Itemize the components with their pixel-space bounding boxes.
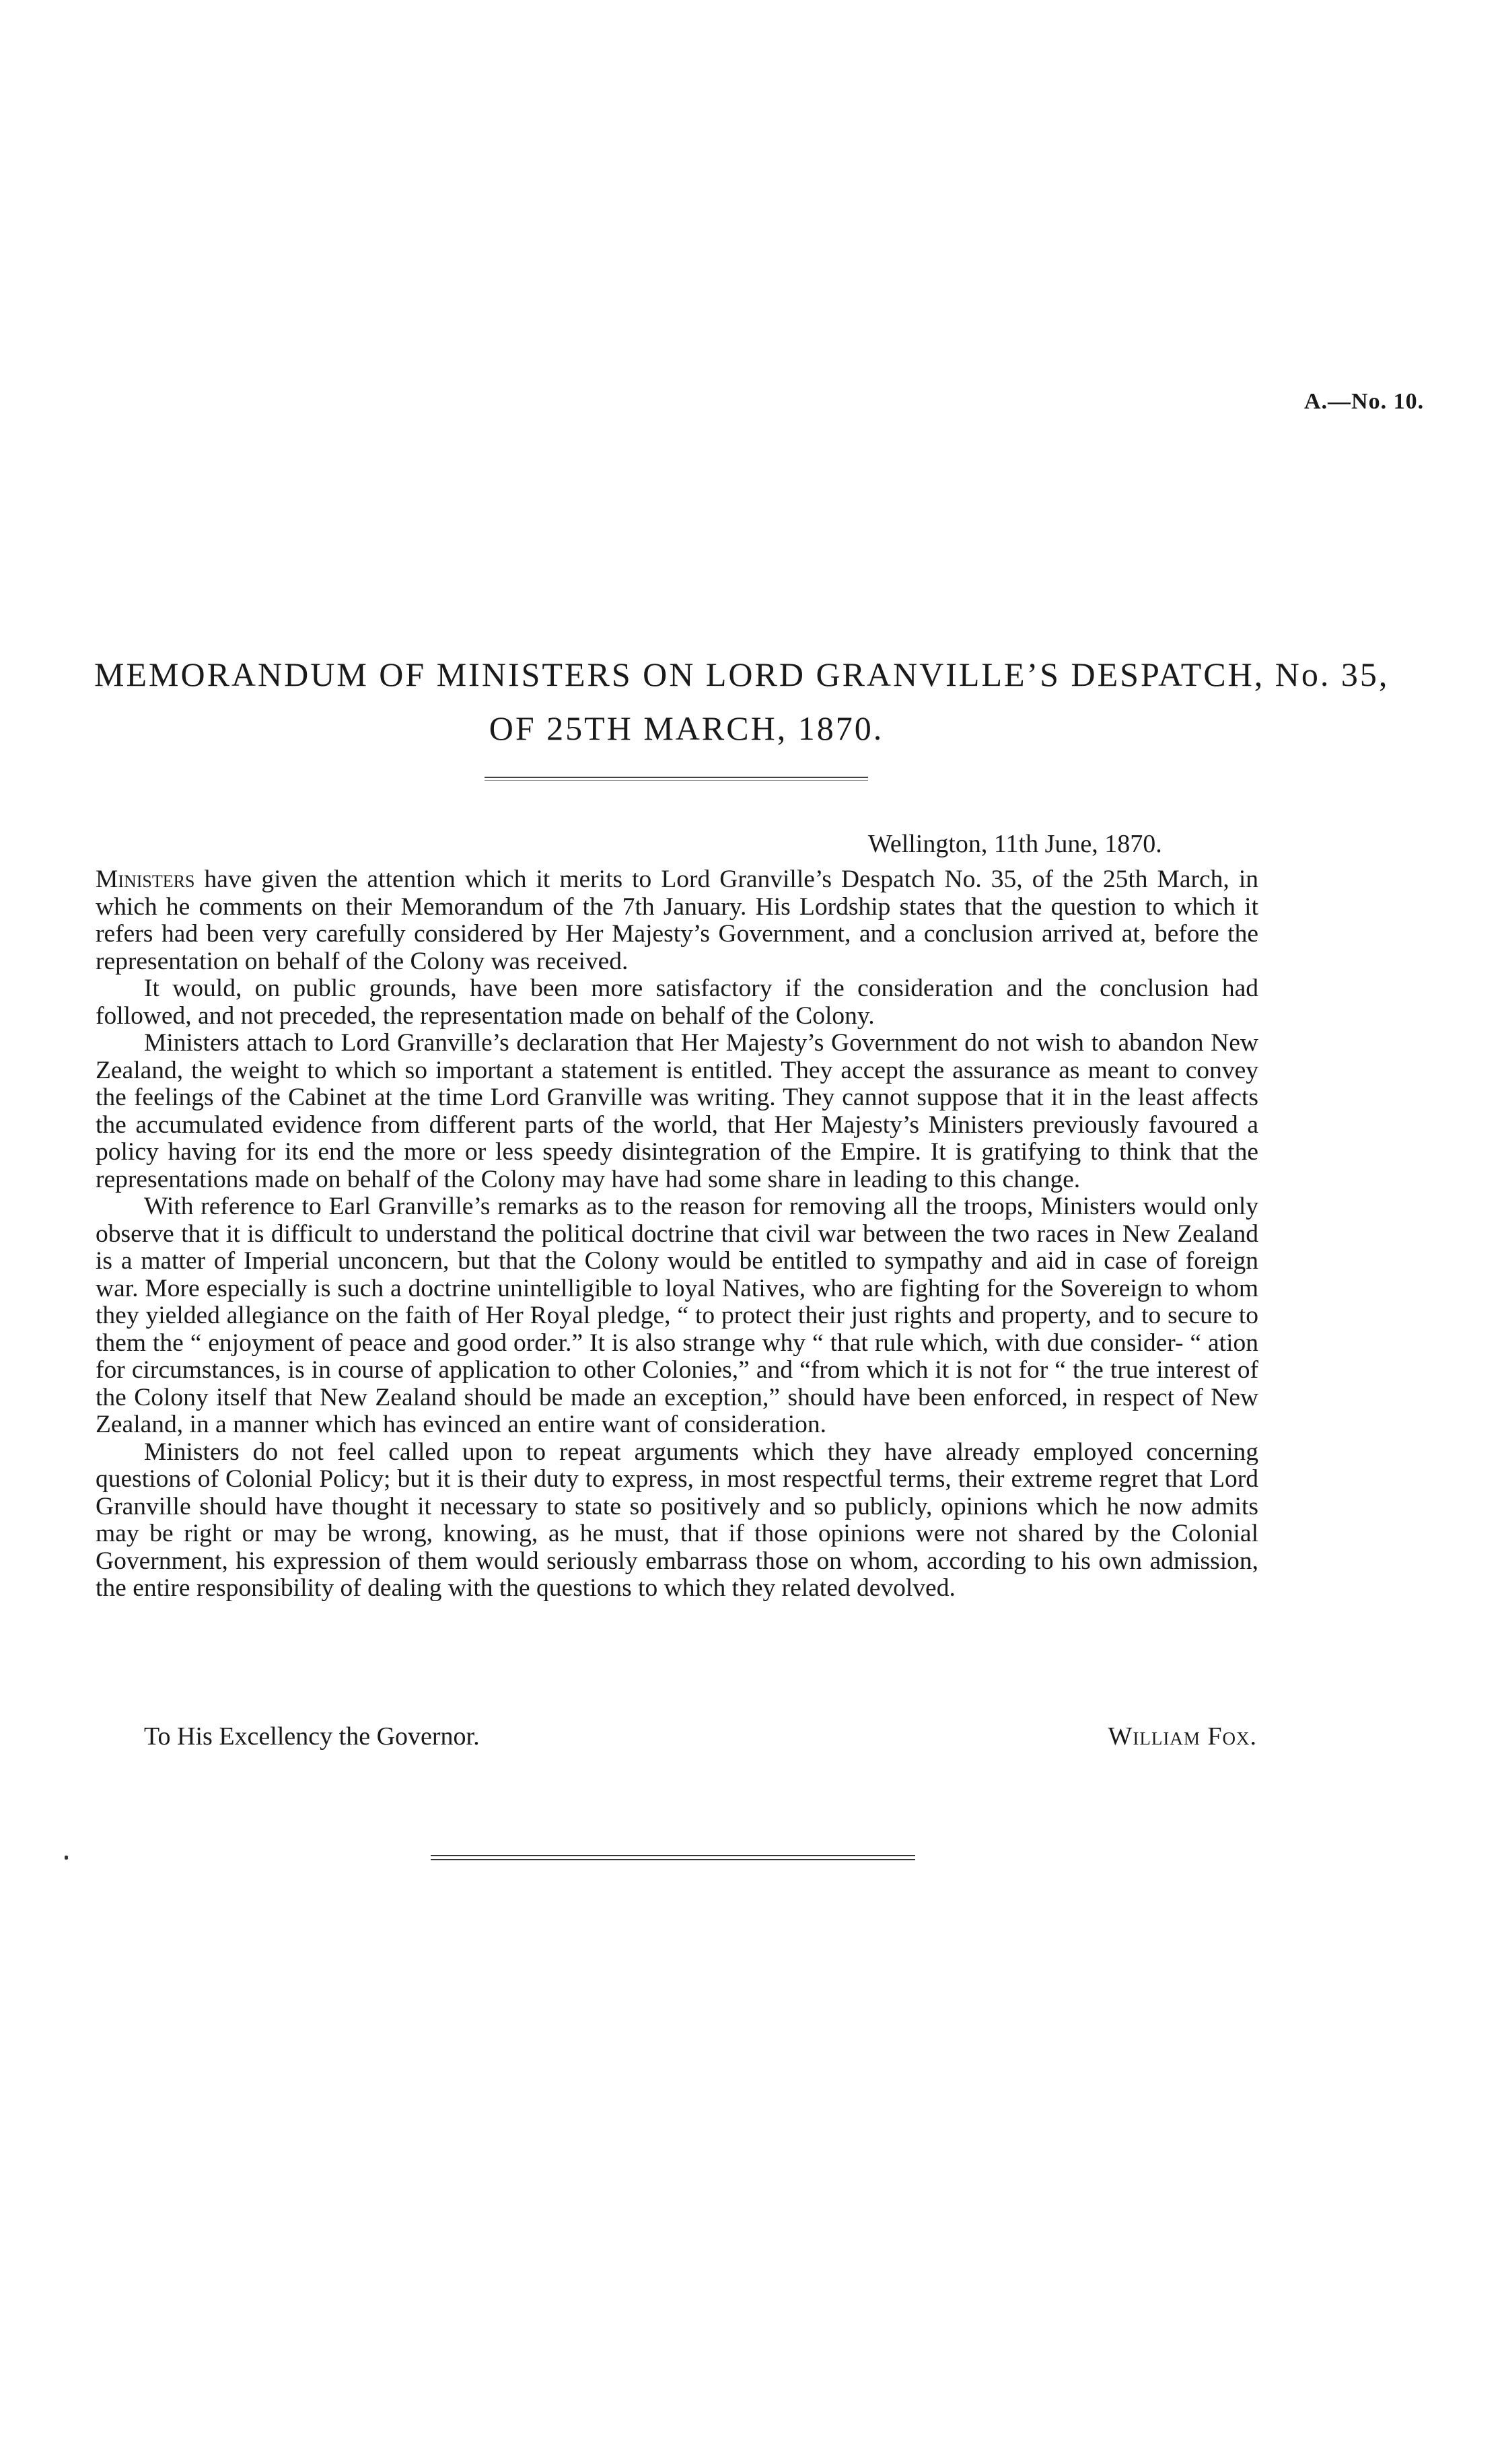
paragraph-4: With reference to Earl Granville’s remarks as to the reason for removing all the troops, Ministers would only observe that it is difficult to understand the political doctrine that civil war between the two races in New Zealand is a matter of Imperial unconcern, but that the Colony would be entitled to sympathy and aid in case of foreign war. More especially is such a doctrine unintelligible to loyal Natives, who are fighting for the Sovereign to whom they yielded allegiance on the faith of Her Royal pledge, “ to protect their just rights and property, and to secure to them the “ enjoyment of peace and good order.” It is also strange why “ that rule which, with due consider- “ ation for circumstances, is in course of application to other Colonies,” and “from which it is not for “ the true interest of the Colony itself that New Zealand should be made an exception,” should have been enforced, in respect of New Zealand, in a manner which has evinced an entire want of consideration. <box>96 1193 1258 1438</box>
signature: William Fox. <box>1108 1722 1257 1751</box>
addressee: To His Excellency the Governor. <box>144 1722 480 1751</box>
paragraph-3: Ministers attach to Lord Granville’s declaration that Her Majesty’s Government do not wish to abandon New Zealand, the weight to which so important a statement is entitled. They accept the assurance as meant to convey the feelings of the Cabinet at the time Lord Granville was writing. They cannot suppose that it in the least affects the accumulated evidence from different parts of the world, that Her Majesty’s Ministers previously favoured a policy having for its end the more or less speedy disintegration of the Empire. It is gratifying to think that the representations made on behalf of the Colony may have had some share in leading to this change. <box>96 1029 1258 1193</box>
paragraph-1 <box>96 866 1258 975</box>
paragraph-1-lead: Ministers <box>96 866 195 893</box>
document-title-line-2: OF 25TH MARCH, 1870. <box>489 709 884 747</box>
paragraph-1-text: have given the attention which it merits to Lord Granville’s Despatch No. 35, of the 25th March, in which he comments on their Memorandum of the 7th January. His Lordship states that the question to which it refers had been very carefully considered by Her Majesty’s Government, and a conclusion arrived at, before the representation on behalf of the Colony was received. <box>96 866 1258 975</box>
document-title-line-1: MEMORANDUM OF MINISTERS ON LORD GRANVILLE’S DESPATCH, No. 35, <box>94 656 1390 693</box>
memorandum-body <box>96 866 1258 1603</box>
paragraph-2: It would, on public grounds, have been more satisfactory if the consideration and the conclusion had followed, and not preceded, the representation made on behalf of the Colony. <box>96 975 1258 1030</box>
closing <box>96 1722 1258 1751</box>
paragraph-5: Ministers do not feel called upon to repeat arguments which they have already employed concerning questions of Colonial Policy; but it is their duty to express, in most respectful terms, their extreme regret that Lord Granville should have thought it necessary to state so positively and so publicly, opinions which he now admits may be right or may be wrong, knowing, as he must, that if those opinions were not shared by the Colonial Government, his expression of them would seriously embarrass those on whom, according to his own admission, the entire responsibility of dealing with the questions to which they related devolved. <box>96 1438 1258 1602</box>
title-divider <box>485 777 868 781</box>
closing-divider <box>431 1855 915 1860</box>
page-reference: A.—No. 10. <box>1304 389 1425 414</box>
ink-mark <box>65 1856 68 1860</box>
dateline: Wellington, 11th June, 1870. <box>868 830 1162 858</box>
